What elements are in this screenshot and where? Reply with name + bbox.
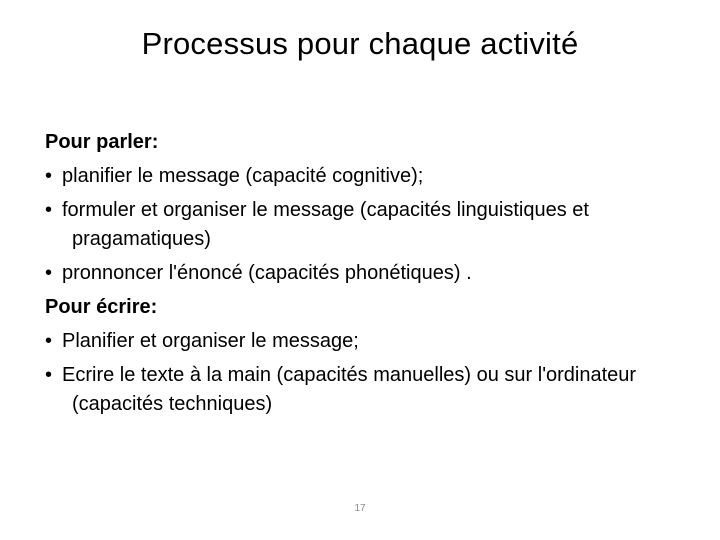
bullet-icon: • bbox=[45, 364, 53, 386]
section-heading-speaking: Pour parler: bbox=[45, 131, 159, 153]
bullet-text: planifier le message (capacité cognitive); bbox=[62, 165, 424, 187]
bullet-icon: • bbox=[45, 262, 53, 284]
bullet-icon: • bbox=[45, 165, 53, 187]
bullet-text: Ecrire le texte à la main (capacités manuelles) ou sur l'ordinateur (capacités techniques) bbox=[62, 364, 637, 415]
bullet-icon: • bbox=[45, 199, 53, 221]
bullet-text: Planifier et organiser le message; bbox=[62, 330, 359, 352]
section-speaking bbox=[45, 128, 685, 288]
slide-body bbox=[45, 128, 685, 424]
bullet-item bbox=[45, 196, 685, 254]
bullet-icon: • bbox=[45, 330, 53, 352]
bullet-item bbox=[45, 259, 685, 288]
bullet-item bbox=[45, 327, 685, 356]
bullet-item bbox=[45, 361, 685, 419]
bullet-item bbox=[45, 162, 685, 191]
slide-title: Processus pour chaque activité bbox=[141, 26, 579, 61]
bullet-text: pronnoncer l'énoncé (capacités phonétiques) . bbox=[62, 262, 472, 284]
section-writing bbox=[45, 293, 685, 419]
section-heading-writing: Pour écrire: bbox=[45, 296, 158, 318]
page-number: 17 bbox=[354, 503, 366, 514]
bullet-text: formuler et organiser le message (capacités linguistiques et pragamatiques) bbox=[62, 199, 589, 250]
